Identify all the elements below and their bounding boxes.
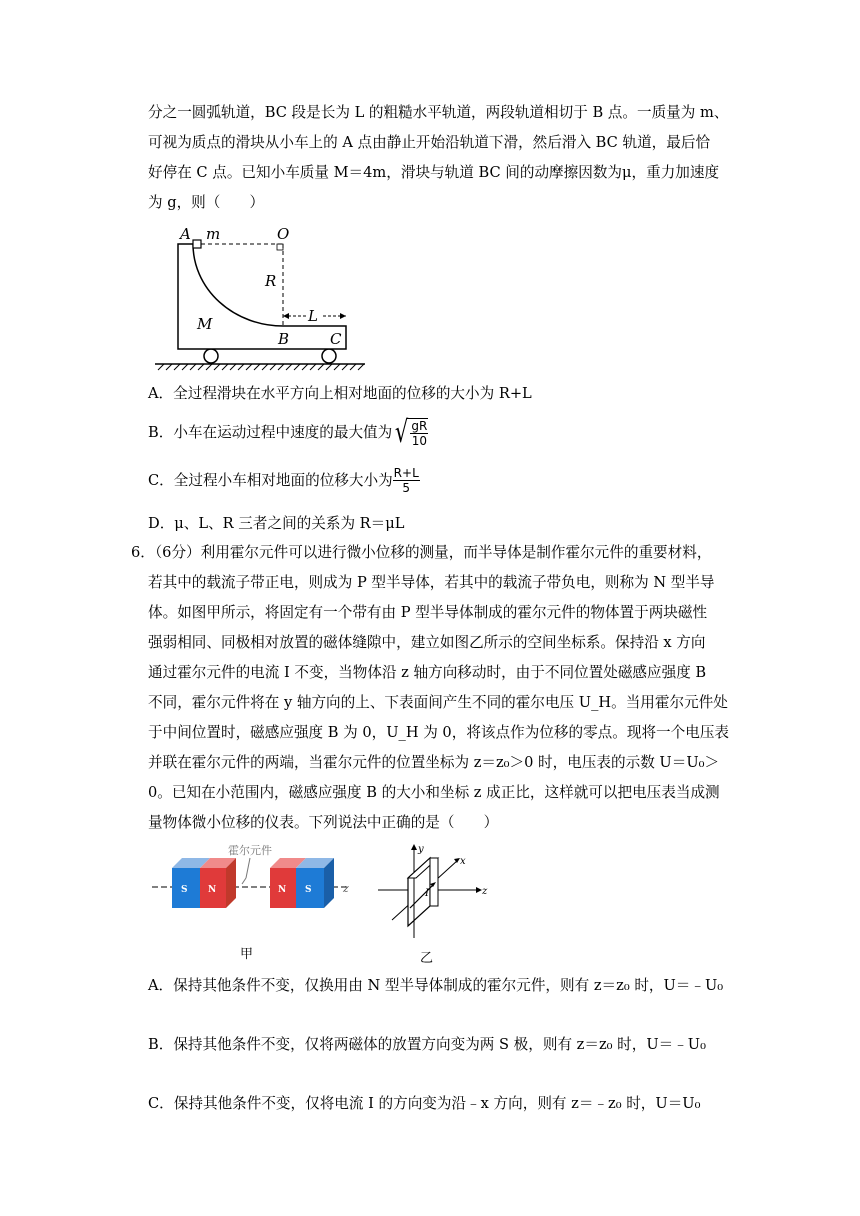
jia-right-n: N: [278, 885, 287, 895]
q5-stem-line-4: 为 g，则（ ）: [148, 194, 265, 211]
q5-c-numerator: R+L: [393, 466, 419, 480]
jia-right-s: S: [305, 885, 312, 895]
label-M: M: [197, 315, 213, 333]
q5-c-denominator: 5: [402, 481, 411, 495]
q5-option-b-text: B．小车在运动过程中速度的最大值为: [148, 424, 393, 441]
label-C: C: [330, 330, 342, 348]
q6-stem-line-5: 通过霍尔元件的电流 I 不变，当物体沿 z 轴方向移动时，由于不同位置处磁感应强度 B: [148, 664, 707, 681]
q6-stem-line-1: 6．（6分）利用霍尔元件可以进行微小位移的测量，而半导体是制作霍尔元件的重要材料，: [131, 544, 712, 561]
q5-option-b[interactable]: [148, 415, 428, 450]
q5-cart-figure: [150, 220, 370, 380]
q5-stem-line-1: 分之一圆弧轨道，BC 段是长为 L 的粗糙水平轨道，两段轨道相切于 B 点。一质量为 m、: [148, 104, 729, 121]
q6-figure-yi: [372, 838, 492, 970]
q6-option-b[interactable]: B．保持其他条件不变，仅将两磁体的放置方向变为两 S 极，则有 z＝z₀ 时，U＝﹣U₀: [148, 1036, 706, 1053]
q6-option-c[interactable]: C．保持其他条件不变，仅将电流 I 的方向变为沿﹣x 方向，则有 z＝﹣z₀ 时，U＝U₀: [148, 1095, 701, 1112]
q6-stem-line-3: 体。如图甲所示，将固定有一个带有由 P 型半导体制成的霍尔元件的物体置于两块磁性: [148, 604, 708, 621]
q5-option-c-text: C．全过程小车相对地面的位移大小为: [148, 471, 393, 489]
q5-stem-line-2: 可视为质点的滑块从小车上的 A 点由静止开始沿轨道下滑，然后滑入 BC 轨道，最后恰: [148, 134, 711, 151]
hall-element-label: 霍尔元件: [228, 844, 272, 857]
q5-option-d[interactable]: D．μ、L、R 三者之间的关系为 R＝μL: [148, 515, 405, 532]
label-m: m: [206, 225, 221, 243]
q5-option-c[interactable]: [148, 466, 420, 495]
q6-stem-line-6: 不同，霍尔元件将在 y 轴方向的上、下表面间产生不同的霍尔电压 U_H。当用霍尔元件处: [148, 694, 728, 711]
yi-current-I: I: [425, 888, 429, 899]
yi-axis-y: y: [418, 844, 424, 855]
label-A: A: [180, 225, 191, 243]
label-R: R: [265, 272, 277, 290]
q6-stem-line-8: 并联在霍尔元件的两端，当霍尔元件的位置坐标为 z＝z₀＞0 时，电压表的示数 U＝U₀＞: [148, 754, 720, 771]
q6-figure-jia: [150, 840, 360, 970]
q6-stem-line-7: 于中间位置时，磁感应强度 B 为 0，U_H 为 0，将该点作为位移的零点。现将一个电压表: [148, 724, 730, 741]
label-L: L: [308, 307, 318, 325]
fig-jia-caption: 甲: [240, 947, 254, 962]
q6-stem-line-2: 若其中的载流子带正电，则成为 P 型半导体，若其中的载流子带负电，则称为 N 型半导: [148, 574, 715, 591]
jia-axis-z: z: [343, 882, 349, 895]
q6-stem-line-10: 量物体微小位移的仪表。下列说法中正确的是（ ）: [148, 814, 499, 831]
yi-axis-z: z: [482, 886, 488, 897]
q5-c-fraction: [393, 466, 420, 495]
yi-axis-x: x: [460, 856, 466, 867]
q5-option-a[interactable]: A．全过程滑块在水平方向上相对地面的位移的大小为 R+L: [148, 385, 532, 402]
label-O: O: [277, 225, 290, 243]
q5-b-denominator: 10: [411, 434, 427, 448]
q6-stem-line-9: 0。已知在小范围内，磁感应强度 B 的大小和坐标 z 成正比，这样就可以把电压表当成测: [148, 784, 720, 801]
jia-left-n: N: [208, 885, 217, 895]
fig-yi-caption: 乙: [420, 951, 434, 966]
q5-b-numerator: gR: [411, 419, 428, 433]
jia-left-s: S: [181, 885, 188, 895]
sqrt-symbol: √ $\frac{gR}{10}$: [395, 415, 428, 450]
q6-option-a[interactable]: A．保持其他条件不变，仅换用由 N 型半导体制成的霍尔元件，则有 z＝z₀ 时，U＝﹣U₀: [148, 977, 724, 994]
label-B: B: [278, 330, 290, 348]
q6-stem-line-4: 强弱相同、同极相对放置的磁体缝隙中，建立如图乙所示的空间坐标系。保持沿 x 方向: [148, 634, 706, 651]
q5-stem-line-3: 好停在 C 点。已知小车质量 M＝4m，滑块与轨道 BC 间的动摩擦因数为μ，重力加速度: [148, 164, 720, 181]
